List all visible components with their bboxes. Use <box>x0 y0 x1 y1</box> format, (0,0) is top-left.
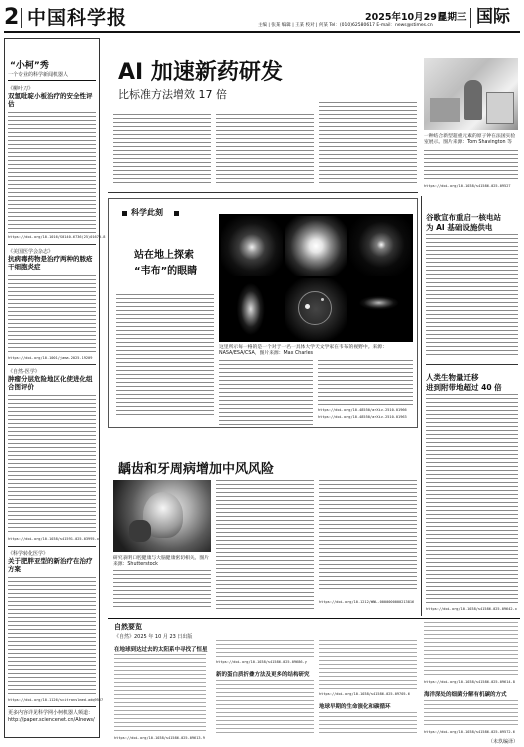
section-divider <box>470 8 471 28</box>
main-body-col1 <box>113 114 211 186</box>
top-right-link[interactable]: https://doi.org/10.1038/s41586-025-09527 <box>424 184 511 188</box>
section-name: 国际 <box>476 7 510 27</box>
digest-item4-title[interactable]: 地球早期的生命演化和碳循环 <box>319 704 391 710</box>
science-label-marker <box>122 211 127 216</box>
digest-item3-link[interactable]: https://doi.org/10.1038/s41586-025-09705-6 <box>319 692 410 696</box>
item1-title[interactable]: 双氢吡啶小板治疗的安全性评估 <box>8 92 93 108</box>
right-article1-title-line2[interactable]: 为 AI 基础设施供电 <box>426 223 493 232</box>
right-article1-body <box>426 234 518 356</box>
stroke-body-col2 <box>319 480 417 592</box>
webb-image-caption: 这里所示每一格的是一个对于一名一具体大学天文学家在韦布的视野中。来源：NASA/ESA/CSA，图片来源：Max Charles <box>219 345 387 357</box>
left-divider-1 <box>8 244 96 245</box>
item2-title[interactable]: 抗病毒药物是治疗两种的脓疮干细胞炎症 <box>8 255 93 271</box>
right-article2-title-line2[interactable]: 进到附带地超过 40 倍 <box>426 383 502 392</box>
webb-image-5 <box>285 278 347 340</box>
masthead-rule <box>4 31 520 33</box>
webb-image-grid <box>219 214 413 342</box>
main-body-col2 <box>216 114 314 186</box>
item3-body <box>8 395 96 535</box>
item4-title[interactable]: 关于肥胖亚型的新治疗在治疗方案 <box>8 557 93 573</box>
issue-weekday: 星期三 <box>438 12 467 23</box>
right-divider-1 <box>426 364 518 365</box>
lab-photo-equipment-right <box>486 92 514 124</box>
item3-title[interactable]: 肿瘤分层危险地区化使进化组合图评价 <box>8 375 93 391</box>
science-body-col1 <box>116 294 214 418</box>
digest-col4-body-top <box>424 622 518 678</box>
lab-photo-caption: 一种结合新型超重元素的原子钟在法国实验室展示。图片来源：Tom Shavington 等 <box>424 134 516 146</box>
item3-link[interactable]: https://doi.org/10.1038/s41591-025-03995-x <box>8 537 99 541</box>
stroke-body-col1 <box>216 480 314 610</box>
right-article2-title-line1[interactable]: 人类生物量迁移 <box>426 373 479 382</box>
main-story-rule <box>108 192 418 193</box>
left-header-rule <box>8 80 96 81</box>
science-feature-label: 科学此刻 <box>131 208 163 217</box>
nature-digest-rule <box>108 618 520 619</box>
digest-item5-title[interactable]: 海洋深处的细菌分解有机碳的方式 <box>424 692 507 698</box>
science-link-2[interactable]: https://doi.org/10.48550/arXiv.2510.01963 <box>318 415 407 419</box>
issue-date: 2025年10月29日 <box>365 12 447 23</box>
right-article1-title-line1[interactable]: 谷歌宣布重启一核电站 <box>426 213 501 222</box>
webb-image-5-dot <box>305 304 310 309</box>
brain-photo-hand <box>129 520 151 542</box>
science-feature-title-line1[interactable]: 站在地上探索 <box>134 250 194 261</box>
item4-link[interactable]: https://doi.org/10.1126/scitranslmed.adq9567 <box>8 698 104 702</box>
right-column-rule <box>421 196 422 616</box>
main-subheadline: 比标准方法增效 17 倍 <box>118 88 227 101</box>
item1-tag: 《柳叶刀》 <box>8 86 34 92</box>
science-body-col3 <box>318 360 413 406</box>
digest-item2-body <box>216 680 314 734</box>
digest-item1-body <box>114 654 206 734</box>
stroke-link[interactable]: https://doi.org/10.1212/WNL.0000000000213816 <box>319 600 415 604</box>
right-article2-link[interactable]: https://doi.org/10.1038/s41586-025-09642-x <box>426 607 517 611</box>
digest-item1-link[interactable]: https://doi.org/10.1038/s41586-025-09613-9 <box>114 736 205 740</box>
science-feature-title-line2[interactable]: “韦布”的眼睛 <box>134 266 198 277</box>
item1-body <box>8 112 96 234</box>
digest-item5-link[interactable]: https://doi.org/10.1038/s41586-025-09572-6 <box>424 730 515 734</box>
science-label-marker-right <box>174 211 179 216</box>
left-column-header: “小柯”秀 <box>10 61 49 71</box>
item2-tag: 《美国医学会杂志》 <box>8 249 54 255</box>
webb-image-1 <box>221 216 283 276</box>
digest-col4-body-bottom <box>424 700 518 728</box>
left-column-footer[interactable]: 更多内容详见科学网小柯机器人频道：http://paper.sciencenet.cn/AInews/ <box>8 710 95 723</box>
webb-image-3 <box>349 216 411 276</box>
left-divider-4 <box>8 706 96 707</box>
brain-photo <box>113 480 211 552</box>
item4-tag: 《科学转化医学》 <box>8 551 49 557</box>
stroke-body-col0 <box>113 570 211 610</box>
digest-item1-title[interactable]: 在地球到达过去的太阳系中寻找了恒星 <box>114 647 208 653</box>
left-divider-2 <box>8 364 96 365</box>
digest-col2-body-top <box>216 640 314 658</box>
lab-photo-figure <box>464 80 482 120</box>
webb-image-4 <box>221 278 283 340</box>
digest-item2-title[interactable]: 新的蛋白质折叠方法及更多的结构研究 <box>216 672 310 678</box>
lab-photo-equipment <box>430 98 460 122</box>
main-headline[interactable]: AI 加速新药研发 <box>118 60 283 85</box>
digest-col3-body-bottom <box>319 712 417 736</box>
digest-item4-link[interactable]: https://doi.org/10.1038/s41586-025-09614-8 <box>424 680 515 684</box>
webb-image-6 <box>349 278 411 340</box>
left-column-subheader: 一个专业的科学新闻机器人 <box>8 72 69 78</box>
digest-item2-link[interactable]: https://doi.org/10.1038/s41586-025-09686-y <box>216 660 307 664</box>
stroke-headline[interactable]: 龋齿和牙周病增加中风风险 <box>118 462 275 477</box>
masthead-divider <box>21 8 22 28</box>
digest-footer-credit: （未玖编译） <box>488 739 519 745</box>
right-article2-body <box>426 394 518 606</box>
digest-col3-body-top <box>319 640 417 690</box>
item4-body <box>8 577 96 697</box>
webb-image-2 <box>285 216 347 276</box>
item2-link[interactable]: https://doi.org/10.1001/jama.2025.19209 <box>8 356 93 360</box>
newspaper-brand: 中国科学报 <box>27 7 128 29</box>
webb-image-5-dot-2 <box>321 298 324 301</box>
editor-info: 主编 | 张某 编辑 | 王某 校对 | 何某 Tel：(010)62580617 E-mail：news@stimes.cn <box>258 23 433 28</box>
item3-tag: 《自然-医学》 <box>8 369 40 375</box>
item1-link[interactable]: https://doi.org/10.1016/S0140-6736(25)01670-8 <box>8 235 106 239</box>
page-number: 2 <box>4 5 20 30</box>
webb-image-5-ring <box>298 291 332 325</box>
lab-photo <box>424 58 518 130</box>
top-right-body <box>424 150 518 182</box>
main-body-col3 <box>319 102 417 186</box>
brain-photo-caption: 研究表明口腔健康与大脑健康密切相关。图片来源：Shutterstock <box>113 556 209 568</box>
item2-body <box>8 275 96 355</box>
science-link-1[interactable]: https://doi.org/10.48550/arXiv.2510.01966 <box>318 408 407 412</box>
science-body-col2 <box>219 360 313 426</box>
left-divider-3 <box>8 546 96 547</box>
nature-digest-issue: 《自然》2025 年 10 月 23 日出版 <box>114 634 193 640</box>
nature-digest-header: 自然要览 <box>114 623 142 631</box>
